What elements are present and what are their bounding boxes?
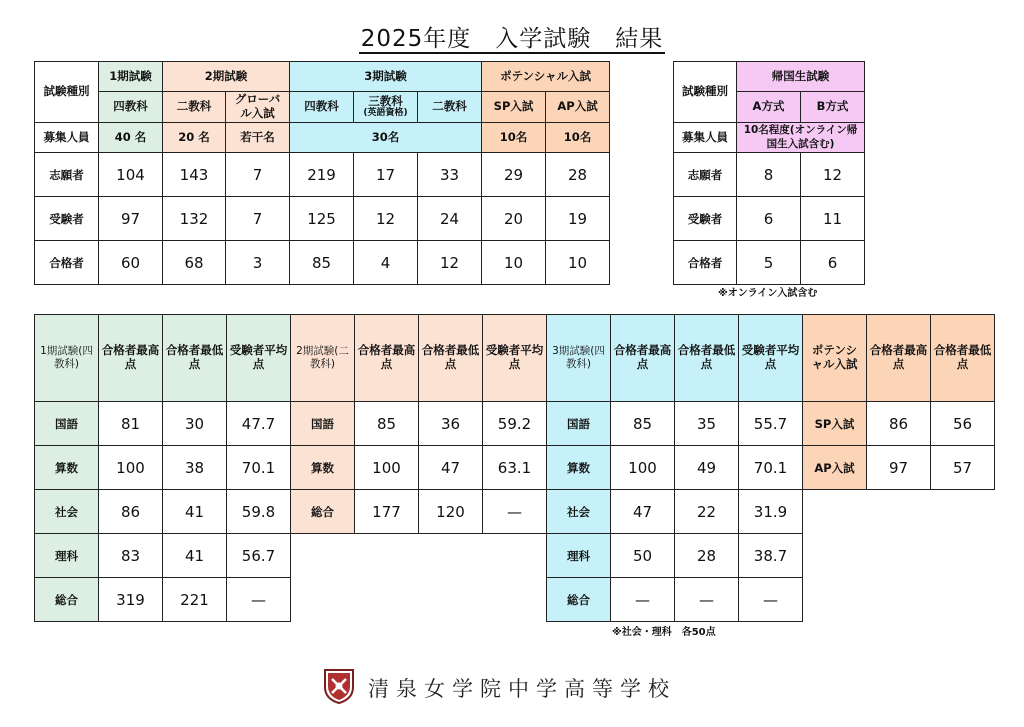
value-cell: 12 (418, 241, 482, 285)
table-row (674, 153, 865, 197)
subject-label: SP入試 (803, 402, 867, 446)
subtype-note: (英語資格) (363, 107, 408, 118)
subtype-header: 二教科 (418, 92, 482, 123)
score-note: ※社会・理科 各50点 (612, 627, 716, 638)
value-cell: — (227, 578, 291, 622)
subtype-header: 四教科 (290, 92, 354, 123)
value-cell: 28 (546, 153, 610, 197)
table-row (35, 490, 995, 534)
table-row (35, 446, 995, 490)
subject-label: 総合 (35, 578, 99, 622)
value-cell: 56 (931, 402, 995, 446)
row-label-exam-type: 試験種別 (35, 62, 99, 123)
value-cell: 59.2 (483, 402, 547, 446)
value-cell: 70.1 (739, 446, 803, 490)
subject-label: 国語 (35, 402, 99, 446)
value-cell: 49 (675, 446, 739, 490)
table-row (35, 578, 995, 622)
value-cell: 68 (163, 241, 226, 285)
value-cell: 100 (611, 446, 675, 490)
col-header-avg: 受験者平均点 (739, 315, 803, 402)
returnee-results-table (673, 61, 865, 285)
section-header-2: 2期試験(二教科) (291, 315, 355, 402)
value-cell: 83 (99, 534, 163, 578)
quota-cell: 10名 (546, 123, 610, 153)
value-cell: 33 (418, 153, 482, 197)
section-header-3: 3期試験(四教科) (547, 315, 611, 402)
col-header-max: 合格者最高点 (355, 315, 419, 402)
value-cell: 31.9 (739, 490, 803, 534)
value-cell: 59.8 (227, 490, 291, 534)
group-header-3: 3期試験 (290, 62, 482, 92)
empty-cell (803, 534, 995, 578)
value-cell: 63.1 (483, 446, 547, 490)
quota-cell: 若干名 (226, 123, 290, 153)
col-header-min: 合格者最低点 (419, 315, 483, 402)
group-header-2: 2期試験 (163, 62, 290, 92)
value-cell: 143 (163, 153, 226, 197)
subtype-header: 二教科 (163, 92, 226, 123)
group-header-4: ポテンシャル入試 (482, 62, 610, 92)
value-cell: 36 (419, 402, 483, 446)
subtype-header: 三教科 (英語資格) (354, 92, 418, 123)
value-cell: 11 (801, 197, 865, 241)
value-cell: 104 (99, 153, 163, 197)
value-cell: 20 (482, 197, 546, 241)
col-header-min: 合格者最低点 (163, 315, 227, 402)
quota-cell: 30名 (290, 123, 482, 153)
value-cell: 120 (419, 490, 483, 534)
subject-label: AP入試 (803, 446, 867, 490)
quota-cell: 20 名 (163, 123, 226, 153)
col-header-avg: 受験者平均点 (227, 315, 291, 402)
value-cell: 12 (354, 197, 418, 241)
table-row (35, 241, 610, 285)
value-cell: 100 (355, 446, 419, 490)
value-cell: 177 (355, 490, 419, 534)
value-cell: 219 (290, 153, 354, 197)
value-cell: 10 (482, 241, 546, 285)
subtype-header: SP入試 (482, 92, 546, 123)
quota-cell: 40 名 (99, 123, 163, 153)
subject-label: 総合 (291, 490, 355, 534)
value-cell: 6 (737, 197, 801, 241)
subject-label: 算数 (547, 446, 611, 490)
footer (322, 668, 676, 708)
value-cell: 28 (675, 534, 739, 578)
subject-label: 社会 (35, 490, 99, 534)
value-cell: 56.7 (227, 534, 291, 578)
section-header-1: 1期試験(四教科) (35, 315, 99, 402)
subtype-header: AP入試 (546, 92, 610, 123)
page-title: 2025年度 入学試験 結果 (360, 26, 664, 52)
value-cell: 132 (163, 197, 226, 241)
value-cell: 319 (99, 578, 163, 622)
table-row (674, 241, 865, 285)
row-label: 受験者 (674, 197, 737, 241)
subtype-header: B方式 (801, 92, 865, 123)
value-cell: 100 (99, 446, 163, 490)
empty-cell (291, 578, 547, 622)
value-cell: — (675, 578, 739, 622)
section-header-4: ポテンシャル入試 (803, 315, 867, 402)
value-cell: — (483, 490, 547, 534)
empty-cell (803, 490, 995, 534)
value-cell: 125 (290, 197, 354, 241)
value-cell: 81 (99, 402, 163, 446)
value-cell: 60 (99, 241, 163, 285)
value-cell: 6 (801, 241, 865, 285)
school-crest-icon (322, 667, 356, 709)
value-cell: 47.7 (227, 402, 291, 446)
group-header-1: 1期試験 (99, 62, 163, 92)
value-cell: 221 (163, 578, 227, 622)
returnee-note: ※オンライン入試含む (718, 288, 818, 299)
value-cell: 3 (226, 241, 290, 285)
value-cell: 55.7 (739, 402, 803, 446)
value-cell: 41 (163, 490, 227, 534)
applicant-results-table (34, 61, 610, 285)
value-cell: 57 (931, 446, 995, 490)
value-cell: 41 (163, 534, 227, 578)
table-row (35, 534, 995, 578)
value-cell: 70.1 (227, 446, 291, 490)
table-row (35, 402, 995, 446)
subtype-header: A方式 (737, 92, 801, 123)
value-cell: 38 (163, 446, 227, 490)
value-cell: 47 (611, 490, 675, 534)
row-label: 志願者 (35, 153, 99, 197)
value-cell: 7 (226, 197, 290, 241)
value-cell: 86 (99, 490, 163, 534)
value-cell: 12 (801, 153, 865, 197)
value-cell: 38.7 (739, 534, 803, 578)
row-label: 志願者 (674, 153, 737, 197)
empty-cell (803, 578, 995, 622)
value-cell: 85 (611, 402, 675, 446)
subject-label: 国語 (291, 402, 355, 446)
subject-label: 理科 (35, 534, 99, 578)
col-header-avg: 受験者平均点 (483, 315, 547, 402)
table-row (35, 153, 610, 197)
value-cell: — (611, 578, 675, 622)
value-cell: 10 (546, 241, 610, 285)
quota-cell: 10名 (482, 123, 546, 153)
value-cell: 19 (546, 197, 610, 241)
value-cell: 86 (867, 402, 931, 446)
group-header-returnee: 帰国生試験 (737, 62, 865, 92)
subject-label: 社会 (547, 490, 611, 534)
value-cell: 5 (737, 241, 801, 285)
col-header-min: 合格者最低点 (931, 315, 995, 402)
row-label: 合格者 (35, 241, 99, 285)
col-header-max: 合格者最高点 (99, 315, 163, 402)
table-row (674, 197, 865, 241)
value-cell: 30 (163, 402, 227, 446)
empty-cell (291, 534, 547, 578)
row-label: 受験者 (35, 197, 99, 241)
value-cell: 50 (611, 534, 675, 578)
value-cell: 4 (354, 241, 418, 285)
score-results-table (34, 314, 995, 622)
col-header-max: 合格者最高点 (611, 315, 675, 402)
table-row (35, 197, 610, 241)
row-label-quota: 募集人員 (674, 123, 737, 153)
col-header-max: 合格者最高点 (867, 315, 931, 402)
value-cell: 17 (354, 153, 418, 197)
value-cell: 85 (355, 402, 419, 446)
row-label-exam-type: 試験種別 (674, 62, 737, 123)
subject-label: 総合 (547, 578, 611, 622)
value-cell: 24 (418, 197, 482, 241)
row-label: 合格者 (674, 241, 737, 285)
subtype-header: 四教科 (99, 92, 163, 123)
subtype-header: グローバル入試 (226, 92, 290, 123)
value-cell: — (739, 578, 803, 622)
subject-label: 理科 (547, 534, 611, 578)
subject-label: 算数 (291, 446, 355, 490)
col-header-min: 合格者最低点 (675, 315, 739, 402)
quota-cell: 10名程度(オンライン帰国生入試含む) (737, 123, 865, 153)
school-name: 清泉女学院中学高等学校 (368, 677, 676, 701)
value-cell: 47 (419, 446, 483, 490)
value-cell: 29 (482, 153, 546, 197)
subject-label: 算数 (35, 446, 99, 490)
value-cell: 22 (675, 490, 739, 534)
value-cell: 7 (226, 153, 290, 197)
value-cell: 35 (675, 402, 739, 446)
subject-label: 国語 (547, 402, 611, 446)
value-cell: 8 (737, 153, 801, 197)
value-cell: 85 (290, 241, 354, 285)
value-cell: 97 (99, 197, 163, 241)
value-cell: 97 (867, 446, 931, 490)
row-label-quota: 募集人員 (35, 123, 99, 153)
